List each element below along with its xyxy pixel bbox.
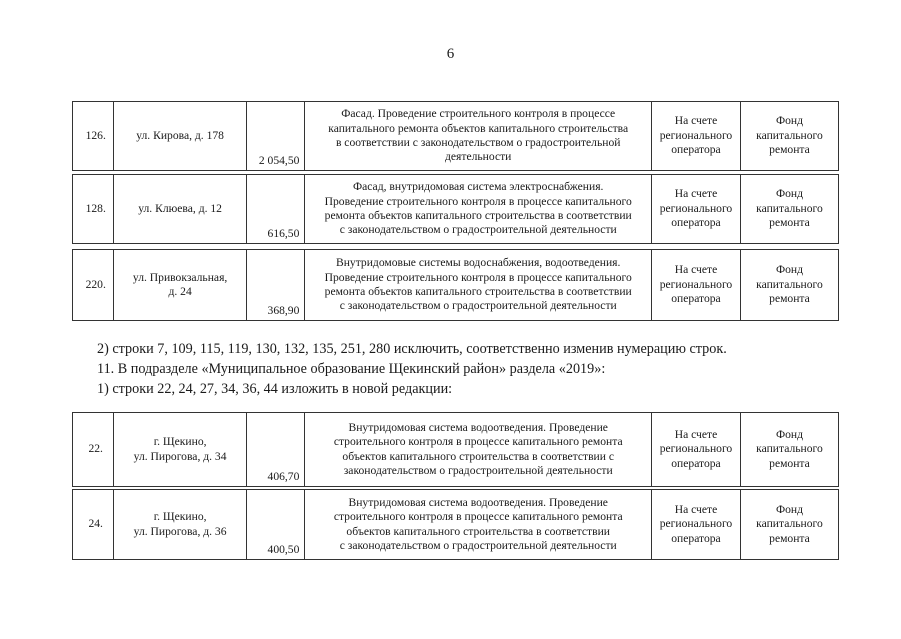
table-1-row-3 xyxy=(72,249,839,321)
row-number: 24. xyxy=(73,490,114,560)
row-number: 128. xyxy=(73,175,114,244)
table-row xyxy=(73,490,839,560)
row-funding-source: На счете регионального оператора xyxy=(652,175,741,244)
row-funding-source: На счете регионального оператора xyxy=(652,413,741,487)
row-work-description: Внутридомовая система водоотведения. Проведение строительного контроля в процессе капитального ремонта объектов капитального строительства в соответствии с законодательством о градостроительной деятельности xyxy=(305,490,652,560)
row-area: 616,50 xyxy=(246,175,305,244)
row-number: 220. xyxy=(73,250,114,321)
page-number: 6 xyxy=(446,46,455,62)
row-area: 400,50 xyxy=(246,490,305,560)
paragraph-subsection: 11. В подразделе «Муниципальное образование Щекинский район» раздела «2019»: xyxy=(97,361,606,377)
row-work-description: Фасад. Проведение строительного контроля в процессе капитального ремонта объектов капитального строительства в соответствии с законодательством о градостроительной деятельности xyxy=(305,102,652,171)
row-address: г. Щекино, ул. Пирогова, д. 36 xyxy=(114,490,246,560)
row-funding-source: На счете регионального оператора xyxy=(652,250,741,321)
paragraph-exclude-rows: 2) строки 7, 109, 115, 119, 130, 132, 135, 251, 280 исключить, соответственно изменив нумерацию строк. xyxy=(97,341,727,357)
row-address: ул. Кирова, д. 178 xyxy=(114,102,246,171)
table-row xyxy=(73,250,839,321)
row-funding-source: На счете регионального оператора xyxy=(652,102,741,171)
row-address: г. Щекино, ул. Пирогова, д. 34 xyxy=(114,413,246,487)
row-work-description: Фасад, внутридомовая система электроснабжения. Проведение строительного контроля в процессе капитального ремонта объектов капитального строительства в соответствии с законодательством о градостроительной деятельности xyxy=(305,175,652,244)
row-fund: Фонд капитального ремонта xyxy=(740,175,838,244)
row-area: 2 054,50 xyxy=(246,102,305,171)
table-row xyxy=(73,175,839,244)
row-funding-source: На счете регионального оператора xyxy=(652,490,741,560)
row-fund: Фонд капитального ремонта xyxy=(740,413,838,487)
table-1-row-2 xyxy=(72,174,839,244)
row-area: 406,70 xyxy=(246,413,305,487)
table-1 xyxy=(72,101,839,171)
table-row xyxy=(73,102,839,171)
table-row xyxy=(73,413,839,487)
row-address: ул. Клюева, д. 12 xyxy=(114,175,246,244)
row-fund: Фонд капитального ремонта xyxy=(740,250,838,321)
row-work-description: Внутридомовая система водоотведения. Проведение строительного контроля в процессе капитального ремонта объектов капитального строительства в соответствии с законодательством о градостроительной деятельности xyxy=(305,413,652,487)
row-work-description: Внутридомовые системы водоснабжения, водоотведения. Проведение строительного контроля в процессе капитального ремонта объектов капитального строительства в соответствии с законодательством о градостроительной деятельности xyxy=(305,250,652,321)
table-2-row-2 xyxy=(72,489,839,560)
row-address: ул. Привокзальная, д. 24 xyxy=(114,250,246,321)
paragraph-new-edition: 1) строки 22, 24, 27, 34, 36, 44 изложить в новой редакции: xyxy=(97,381,453,397)
row-number: 22. xyxy=(73,413,114,487)
row-fund: Фонд капитального ремонта xyxy=(740,102,838,171)
row-number: 126. xyxy=(73,102,114,171)
table-2 xyxy=(72,412,839,487)
row-fund: Фонд капитального ремонта xyxy=(740,490,838,560)
row-area: 368,90 xyxy=(246,250,305,321)
